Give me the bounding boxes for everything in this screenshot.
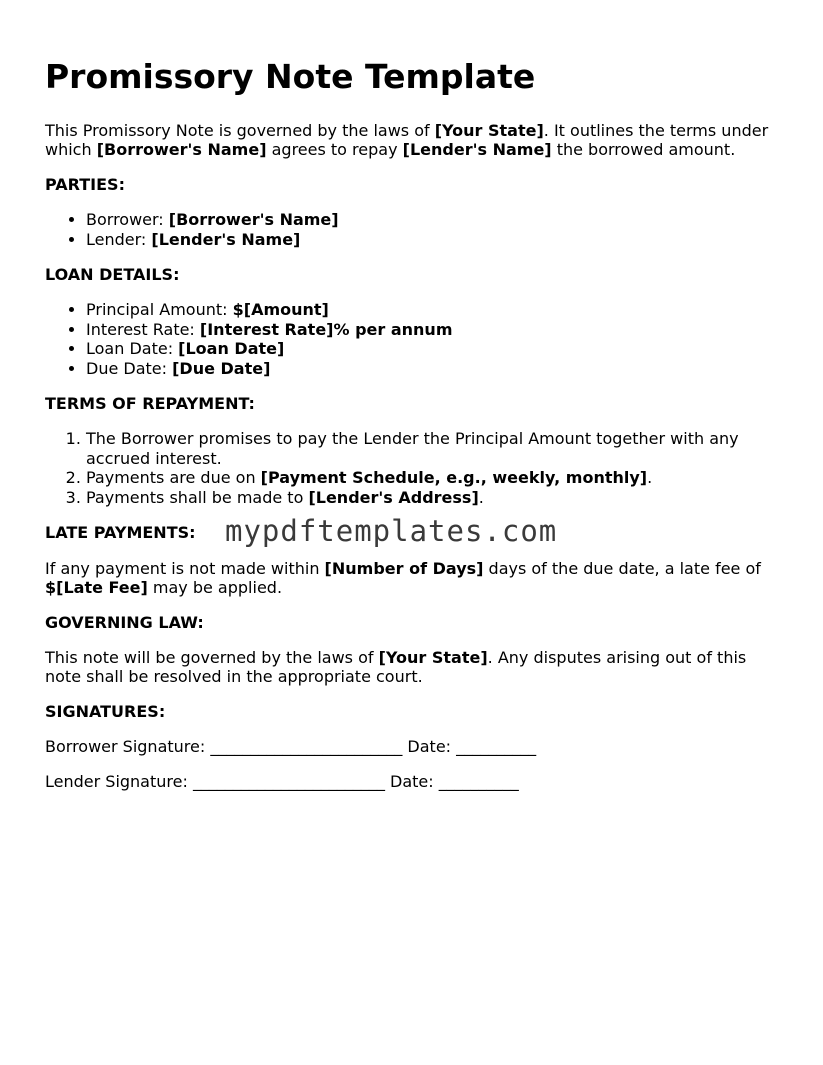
late-text: days of the due date, a late fee of: [483, 559, 761, 578]
item-value: [Payment Schedule, e.g., weekly, monthly]: [260, 468, 648, 487]
late-payments-paragraph: [45, 559, 785, 597]
item-label: Interest Rate:: [86, 319, 200, 339]
repayment-list: [45, 429, 785, 507]
loan-details-heading: LOAN DETAILS:: [45, 265, 180, 284]
law-state: [Your State]: [378, 648, 488, 667]
late-fee: $[Late Fee]: [45, 578, 148, 597]
intro-lender: [Lender's Name]: [402, 140, 552, 159]
item-label: Borrower:: [86, 210, 169, 229]
watermark: mypdftemplates.com: [225, 514, 558, 548]
list-item: [86, 488, 785, 508]
intro-paragraph: [45, 121, 785, 159]
law-text: . Any disputes arising out of this note shall be resolved in the appropriate court.: [45, 648, 747, 686]
list-item: [86, 339, 785, 359]
late-days: [Number of Days]: [324, 559, 484, 578]
intro-state: [Your State]: [434, 121, 544, 140]
item-value: [Lender's Address]: [308, 487, 479, 507]
late-payments-heading: LATE PAYMENTS:: [45, 523, 196, 542]
late-payments-row: [45, 514, 785, 548]
item-value: [Borrower's Name]: [168, 210, 339, 229]
intro-text: agrees to repay: [266, 140, 403, 159]
late-text: If any payment is not made within: [45, 559, 325, 578]
law-text: This note will be governed by the laws of: [45, 648, 379, 667]
item-value: [Loan Date]: [178, 339, 285, 358]
item-text: .: [647, 468, 653, 487]
item-label: Loan Date:: [86, 339, 179, 358]
item-text: Payments are due on: [86, 468, 261, 487]
intro-borrower: [Borrower's Name]: [96, 140, 267, 159]
parties-heading: PARTIES:: [45, 175, 125, 194]
governing-law-paragraph: [45, 648, 785, 686]
list-item: [86, 320, 785, 340]
list-item: [86, 300, 785, 320]
page-title: Promissory Note Template: [45, 57, 536, 96]
item-label: Principal Amount:: [86, 300, 233, 319]
intro-text: This Promissory Note is governed by the laws of: [45, 121, 435, 140]
governing-law-heading: GOVERNING LAW:: [45, 613, 204, 632]
late-text: may be applied.: [147, 578, 283, 597]
item-value: $[Amount]: [232, 300, 329, 319]
item-text: .: [478, 487, 484, 507]
lender-signature-line: Lender Signature: ________________________ Date: __________: [45, 772, 519, 791]
item-text: Payments shall be made to: [86, 487, 309, 507]
repayment-heading: TERMS OF REPAYMENT:: [45, 394, 255, 413]
list-item: 1. The Borrower promises to pay the Lender the Principal Amount together with any accrued interest.: [86, 429, 785, 468]
item-value: [Interest Rate]% per annum: [199, 319, 453, 339]
item-label: Lender:: [86, 229, 152, 249]
item-value: [Due Date]: [172, 358, 271, 378]
list-item: [86, 230, 785, 250]
loan-details-list: [45, 300, 785, 378]
borrower-signature-line: Borrower Signature: ________________________ Date: __________: [45, 737, 537, 756]
list-item: [86, 210, 785, 230]
intro-text: the borrowed amount.: [551, 140, 736, 159]
intro-text: . It outlines the terms under which: [45, 121, 769, 159]
list-item: [86, 359, 785, 379]
item-label: Due Date:: [86, 358, 173, 378]
document-page: [45, 55, 785, 807]
list-item: [86, 468, 785, 488]
parties-list: [45, 210, 785, 249]
item-value: [Lender's Name]: [151, 229, 301, 249]
signatures-heading: SIGNATURES:: [45, 702, 166, 721]
